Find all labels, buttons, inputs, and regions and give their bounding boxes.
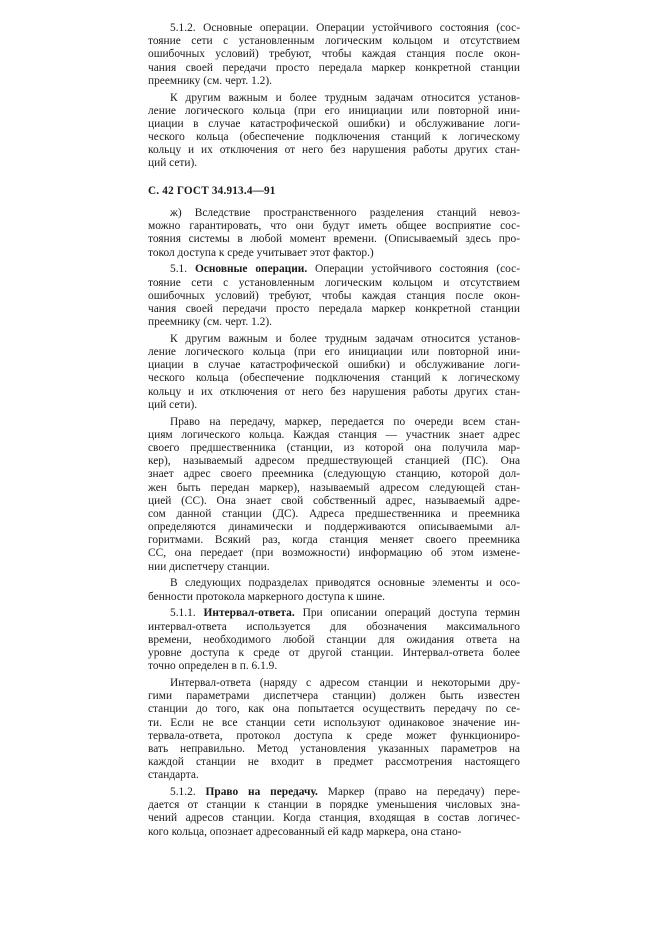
text-line: жен быть передан маркер), называемый адресом следующей стан- [148,481,520,494]
text-line: интервал-ответа используется для обозначения максимального [148,620,520,633]
paragraph [148,263,520,329]
paragraph-number: 5.1.1. [170,607,204,620]
text-line: кольцу и их отключения от него без нарушения работы других стан- [148,385,520,398]
text-line: ошибочных условий) требуют, чтобы каждая станция после окон- [148,48,520,61]
text-line: станции до того, как она попытается осуществить передачу по се- [148,703,520,716]
text-line: К другим важным и более трудным задачам относится установ- [170,91,520,104]
text-line: можно гарантировать, что они будут иметь общее восприятие сос- [148,220,520,233]
text-line: тервала-ответа, протокол доступа к среде может функциониро- [148,729,520,742]
paragraph [148,786,520,839]
top-continuation [148,22,520,174]
line-text: Операции устойчивого состояния (сос- [307,263,520,276]
text-line: вать неправильно. Метод установления указанных параметров на [148,742,520,755]
text-line: гими параметрами диспетчера станции) должен быть известен [148,690,520,703]
text-line: точно определен в п. 6.1.9. [148,660,278,673]
line-text: Маркер (право на передачу) пере- [317,786,520,799]
text-line: сом данной станции (ДС). Адреса предшественника и преемника [148,507,520,520]
text-line: ций сети). [148,157,198,170]
paragraph [148,92,520,171]
paragraph-heading: Интервал-ответа. [203,607,295,620]
paragraph [148,577,520,603]
text-line: В следующих подразделах приводятся основные элементы и осо- [170,577,520,590]
paragraph-heading: Основные операции. [194,263,308,276]
text-line: кольцу и их отключения от него без нарушения работы других стан- [148,144,520,157]
paragraph-number: 5.1. [170,263,195,276]
text-line: ческого кольца (обеспечение подключения станций к логическому [148,372,520,385]
text-line: своего предшественника (станции, из которой она получила мар- [148,441,520,454]
text-line: определяются динамически и поддерживаются описываемыми ал- [148,521,520,534]
text-line: нии диспетчеру станции. [148,560,270,573]
text-line [148,263,520,276]
text-line: СС, она передает (при возможности) информацию об этом измене- [148,547,520,560]
text-line: циации в случае катастрофической ошибки) и обслуживание логи- [148,359,520,372]
text-line: уровне доступа к среде от другой станции. Интервал-ответа более [148,646,520,659]
paragraph [148,207,520,260]
text-line: кер), называемый адресом предшествующей станцией (ПС). Она [148,455,520,468]
text-line: тояние сети с установленным логическим кольцом и отсутствием [148,276,520,289]
paragraph [148,22,520,88]
text-line: токол доступа к среде учитывает этот фактор.) [148,246,374,259]
text-line: циям логического кольца. Каждая станция — участник знает адрес [148,428,520,441]
text-line: бенности протокола маркерного доступа к шине. [148,590,385,603]
paragraph [148,333,520,412]
text-line: горитмами. Всякий раз, когда станция меняет своего преемника [148,534,520,547]
paragraph [148,677,520,783]
page-header: С. 42 ГОСТ 34.913.4—91 [148,185,276,197]
text-line: чания своей передачи просто передала маркер конкретной станции [148,61,520,74]
text-line: ческого кольца (обеспечение подключения станций к логическому [148,131,520,144]
text-line: Интервал-ответа (наряду с адресом станции и некоторыми дру- [170,676,520,689]
text-line: ти. Если не все станции сети используют одинаковое значение ин- [148,716,520,729]
paragraph-number: 5.1.2. [170,786,206,799]
text-line: преемнику (см. черт. 1.2). [148,316,272,329]
text-line: кого кольца, опознает адресованный ей кадр маркера, она стано- [148,825,462,838]
text-line: стандарта. [148,769,199,782]
paragraph-heading: Право на передачу. [205,786,318,799]
text-line: дается от станции к станции в порядке уменьшения числовых зна- [148,799,520,812]
text-line: цией (СС). Она знает свой собственный адрес, называемый адре- [148,494,520,507]
text-line: ошибочных условий) требуют, чтобы каждая станция после окон- [148,289,520,302]
text-line: тояния системы в любой момент времени. (Описываемый здесь про- [148,233,520,246]
paragraph [148,416,520,574]
text-line: знает адрес своего преемника (следующую станцию, которой дол- [148,468,520,481]
text-line [148,786,520,799]
text-line: ж) Вследствие пространственного разделения станций невоз- [170,207,520,219]
text-line: К другим важным и более трудным задачам относится установ- [170,332,520,345]
text-line: ление логического кольца (при его инициации или повторной ини- [148,346,520,359]
text-line: ление логического кольца (при его инициации или повторной ини- [148,104,520,117]
text-line: Право на передачу, маркер, передается по очереди всем стан- [170,415,520,428]
text-line: чений адресов станции. Когда станция, входящая в состав логичес- [148,812,520,825]
text-line: преемнику (см. черт. 1.2). [148,74,272,87]
text-line: каждой станции не входит в предмет рассмотрения настоящего [148,756,520,769]
text-line: ций сети). [148,398,198,411]
text-line [148,607,520,620]
text-line: 5.1.2. Основные операции. Операции устойчивого состояния (сос- [170,22,520,34]
main-text-block [148,207,520,842]
text-line: чания своей передачи просто передала маркер конкретной станции [148,302,520,315]
text-line: циации в случае катастрофической ошибки) и обслуживание логи- [148,117,520,130]
line-text: При описании операций доступа термин [294,607,520,620]
paragraph [148,607,520,673]
text-line: тояние сети с установленным логическим кольцом и отсутствием [148,35,520,48]
text-line: времени, необходимого любой станции для ожидания ответа на [148,633,520,646]
